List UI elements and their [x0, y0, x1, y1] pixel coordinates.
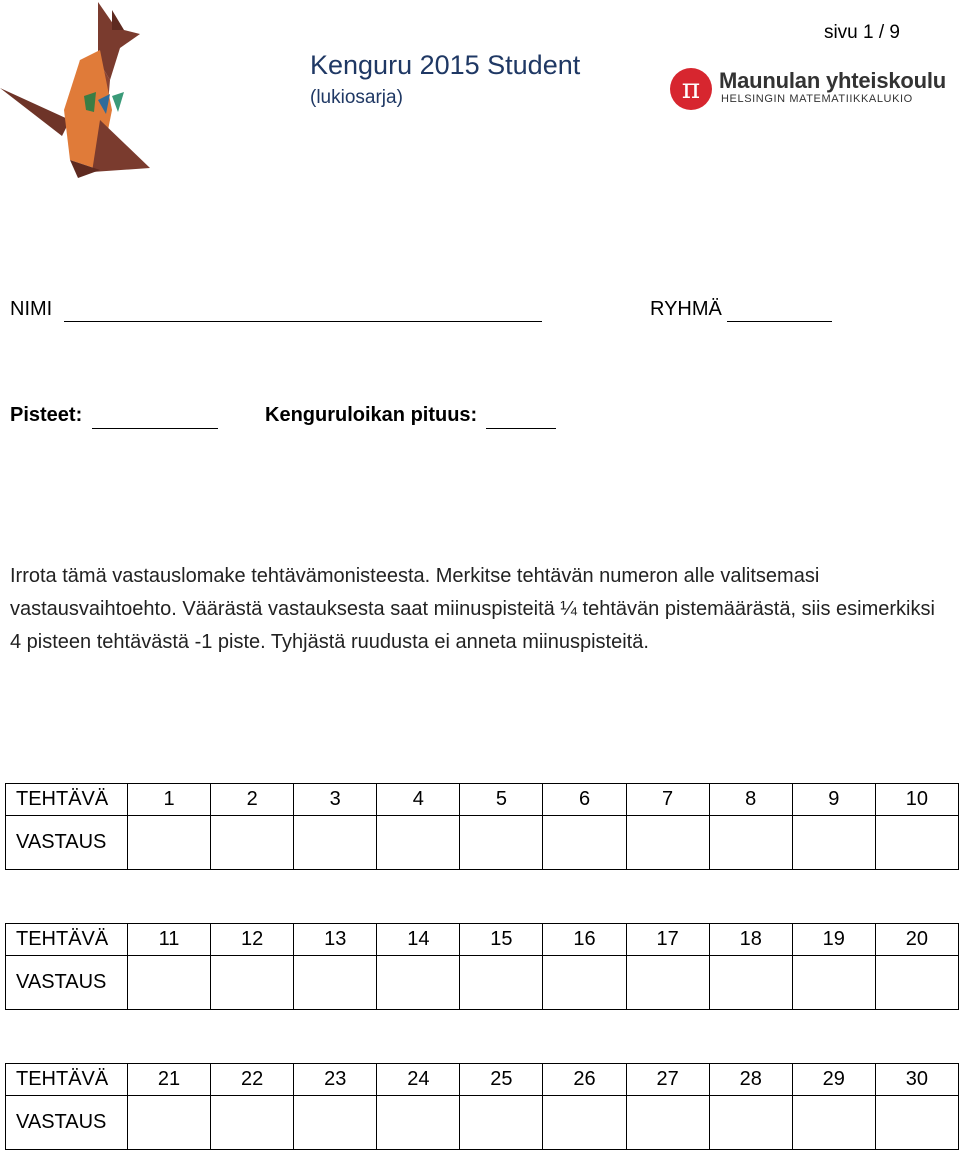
task-number: 26 — [543, 1064, 626, 1096]
task-number: 16 — [543, 924, 626, 956]
answer-cell[interactable] — [709, 816, 792, 870]
answer-cell[interactable] — [709, 956, 792, 1010]
answer-cell[interactable] — [460, 956, 543, 1010]
answer-table-3 — [5, 1063, 959, 1150]
task-number: 20 — [875, 924, 958, 956]
page-title: Kenguru 2015 Student — [310, 50, 581, 80]
answer-cell[interactable] — [211, 816, 294, 870]
pi-glyph: π — [681, 72, 701, 105]
school-subtitle: HELSINGIN MATEMATIIKKALUKIO — [721, 93, 913, 105]
answer-cell[interactable] — [626, 1096, 709, 1150]
school-name: Maunulan yhteiskoulu — [719, 68, 947, 93]
task-label: TEHTÄVÄ — [6, 784, 128, 816]
answer-label: VASTAUS — [6, 816, 128, 870]
task-number: 27 — [626, 1064, 709, 1096]
name-label: NIMI — [10, 298, 53, 320]
task-number: 15 — [460, 924, 543, 956]
answer-cell[interactable] — [294, 1096, 377, 1150]
jump-length-label: Kenguruloikan pituus: — [265, 404, 478, 426]
points-label: Pisteet: — [10, 404, 83, 426]
task-row — [6, 924, 959, 956]
task-number: 22 — [211, 1064, 294, 1096]
task-label: TEHTÄVÄ — [6, 924, 128, 956]
answer-cell[interactable] — [792, 1096, 875, 1150]
task-number: 19 — [792, 924, 875, 956]
group-field[interactable] — [727, 321, 832, 322]
answer-cell[interactable] — [626, 816, 709, 870]
task-number: 4 — [377, 784, 460, 816]
group-label: RYHMÄ — [650, 298, 722, 320]
task-number: 23 — [294, 1064, 377, 1096]
answer-row — [6, 1096, 959, 1150]
task-number: 30 — [875, 1064, 958, 1096]
task-number: 3 — [294, 784, 377, 816]
answer-cell[interactable] — [128, 816, 211, 870]
answer-cell[interactable] — [875, 816, 958, 870]
task-label: TEHTÄVÄ — [6, 1064, 128, 1096]
name-field[interactable] — [64, 321, 542, 322]
task-number: 18 — [709, 924, 792, 956]
task-number: 14 — [377, 924, 460, 956]
answer-cell[interactable] — [875, 1096, 958, 1150]
task-number: 7 — [626, 784, 709, 816]
points-field[interactable] — [92, 428, 218, 429]
answer-cell[interactable] — [377, 1096, 460, 1150]
kangaroo-logo — [0, 0, 150, 180]
task-number: 24 — [377, 1064, 460, 1096]
answer-cell[interactable] — [460, 1096, 543, 1150]
answer-cell[interactable] — [128, 1096, 211, 1150]
task-number: 21 — [128, 1064, 211, 1096]
answer-cell[interactable] — [128, 956, 211, 1010]
answer-label: VASTAUS — [6, 1096, 128, 1150]
task-number: 9 — [792, 784, 875, 816]
task-number: 6 — [543, 784, 626, 816]
task-number: 10 — [875, 784, 958, 816]
jump-length-field[interactable] — [486, 428, 556, 429]
answer-cell[interactable] — [543, 816, 626, 870]
task-number: 28 — [709, 1064, 792, 1096]
answer-label: VASTAUS — [6, 956, 128, 1010]
school-pi-logo-icon — [668, 66, 716, 112]
task-number: 8 — [709, 784, 792, 816]
answer-cell[interactable] — [875, 956, 958, 1010]
answer-cell[interactable] — [211, 1096, 294, 1150]
task-number: 11 — [128, 924, 211, 956]
answer-cell[interactable] — [377, 956, 460, 1010]
task-number: 29 — [792, 1064, 875, 1096]
answer-cell[interactable] — [543, 956, 626, 1010]
answer-cell[interactable] — [709, 1096, 792, 1150]
task-number: 5 — [460, 784, 543, 816]
answer-row — [6, 956, 959, 1010]
answer-cell[interactable] — [377, 816, 460, 870]
task-number: 12 — [211, 924, 294, 956]
instructions-text: Irrota tämä vastauslomake tehtävämonisteesta. Merkitse tehtävän numeron alle valitsemasi vastausvaihtoehto. Väärästä vastauksesta saat miinuspisteitä ¼ tehtävän pistemäärästä, siis esimerkiksi 4 pisteen tehtävästä -1 piste. Tyhjästä ruudusta ei anneta miinuspisteitä. — [10, 565, 935, 653]
answer-table-2 — [5, 923, 959, 1010]
task-number: 17 — [626, 924, 709, 956]
answer-cell[interactable] — [211, 956, 294, 1010]
task-number: 2 — [211, 784, 294, 816]
page-subtitle: (lukiosarja) — [310, 87, 403, 108]
task-number: 13 — [294, 924, 377, 956]
answer-cell[interactable] — [294, 816, 377, 870]
answer-cell[interactable] — [460, 816, 543, 870]
answer-cell[interactable] — [792, 816, 875, 870]
task-number: 1 — [128, 784, 211, 816]
page-number: sivu 1 / 9 — [823, 22, 900, 43]
answer-row — [6, 816, 959, 870]
task-number: 25 — [460, 1064, 543, 1096]
answer-cell[interactable] — [294, 956, 377, 1010]
task-row — [6, 784, 959, 816]
task-row — [6, 1064, 959, 1096]
answer-cell[interactable] — [792, 956, 875, 1010]
answer-cell[interactable] — [626, 956, 709, 1010]
answer-cell[interactable] — [543, 1096, 626, 1150]
answer-table-1 — [5, 783, 959, 870]
